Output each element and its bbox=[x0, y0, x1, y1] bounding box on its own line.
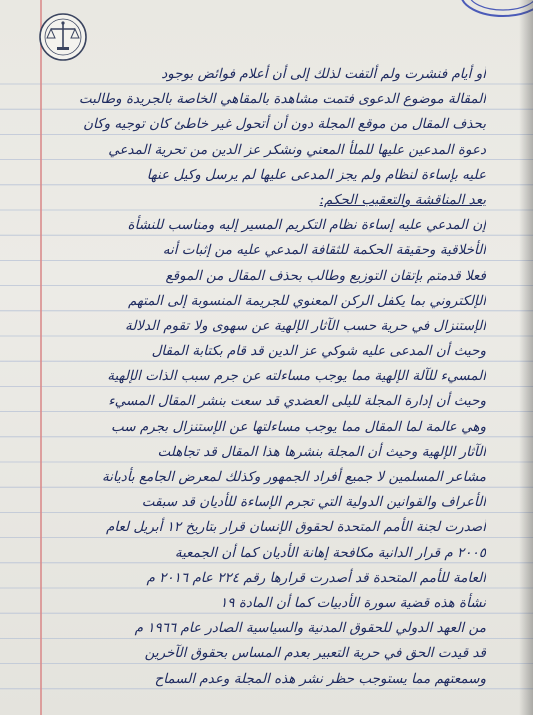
text-line: الأخلاقية وحقيقة الحكمة للثقافة المدعي عليه من إثبات أنه bbox=[162, 242, 486, 259]
text-line: المقالة موضوع الدعوى فتمت مشاهدة بالمقاهي الخاصة بالجريدة وطالبت bbox=[78, 91, 486, 108]
text-line: أو أيام فنشرت ولم ألتفت لذلك إلى أن أعلام فوائض بوجود bbox=[161, 66, 486, 82]
ink-stamp-icon bbox=[453, 0, 533, 26]
text-line: الإلكتروني بما يكفل الركن المعنوي للجريمة المنسوبة إلى المتهم bbox=[127, 292, 486, 309]
text-line: الآثار الإلهية وحيث أن المجلة بنشرها هذا المقال قد تجاهلت bbox=[157, 443, 486, 460]
margin-line bbox=[40, 0, 42, 715]
text-line: إن المدعي عليه إساءة نظام التكريم المسير إليه ومناسب للنشأة bbox=[127, 217, 486, 234]
text-line: قد قيدت الحق في حرية التعبير بعدم المساس بحقوق الآخرين bbox=[144, 645, 486, 662]
text-line: مشاعر المسلمين لا جميع أفراد الجمهور وكذلك لمعرض الجامع بأديانة bbox=[101, 469, 486, 485]
text-line: دعوة المدعين عليها للملأ المعني ونشكر عز الدين من تحرية المدعي bbox=[108, 141, 486, 158]
text-line: نشأة هذه قضية سورة الأدبيات كما أن المادة ١٩ bbox=[220, 594, 486, 611]
text-line: العامة للأمم المتحدة قد أصدرت قرارها رقم ٢٢٤ عام ٢٠١٦ م bbox=[146, 569, 486, 586]
text-line: أصدرت لجنة الأمم المتحدة لحقوق الإنسان قرار بتاريخ ١٢ أبريل لعام bbox=[106, 519, 486, 536]
text-line: بعد المناقشة والتعقيب الحكم: bbox=[319, 191, 486, 208]
text-line: من العهد الدولي للحقوق المدنية والسياسية الصادر عام ١٩٦٦ م bbox=[134, 620, 486, 637]
text-line: المسيء للآلة الإلهية مما يوجب مساءلته عن جرم سبب الذات الإلهية bbox=[107, 368, 486, 385]
text-line: ٢٠٠٥ م قرار الدانية مكافحة إهانة الأديان كما أن الجمعية bbox=[174, 544, 486, 561]
text-line: عليه بإساءة لنظام ولم يجز المدعى عليها لم يرسل وكيل عنها bbox=[146, 166, 486, 183]
text-line: الأعراف والقوانين الدولية التي تجرم الإساءة للأديان قد سبقت bbox=[141, 494, 486, 511]
text-line: وحيث أن المدعى عليه شوكي عز الدين قد قام بكتابة المقال bbox=[151, 343, 486, 360]
text-line: وحيث أن إدارة المجلة لليلى العضدي قد سعت بنشر المقال المسيء bbox=[108, 393, 486, 410]
text-line: وهي عالمة لما المقال مما يوجب مساءلتها عن الإستنزال بجرم سب bbox=[111, 418, 486, 435]
text-line: وسمعتهم مما يستوجب حظر نشر هذه المجلة وعدم السماح bbox=[154, 670, 486, 687]
handwritten-body bbox=[48, 62, 486, 692]
text-line: بحذف المقال من موقع المجلة دون أن أتحول غير خاطئ كان توجيه وكان bbox=[83, 116, 486, 133]
scales-of-justice-icon bbox=[38, 12, 88, 62]
text-line: فعلا قدمتم بإتقان التوزيع وطالب بحذف المقال من الموقع bbox=[165, 267, 486, 284]
text-line: الإستنزال في حرية حسب الآثار الإلهية عن سهوى ولا تقوم الدلالة bbox=[124, 317, 486, 334]
